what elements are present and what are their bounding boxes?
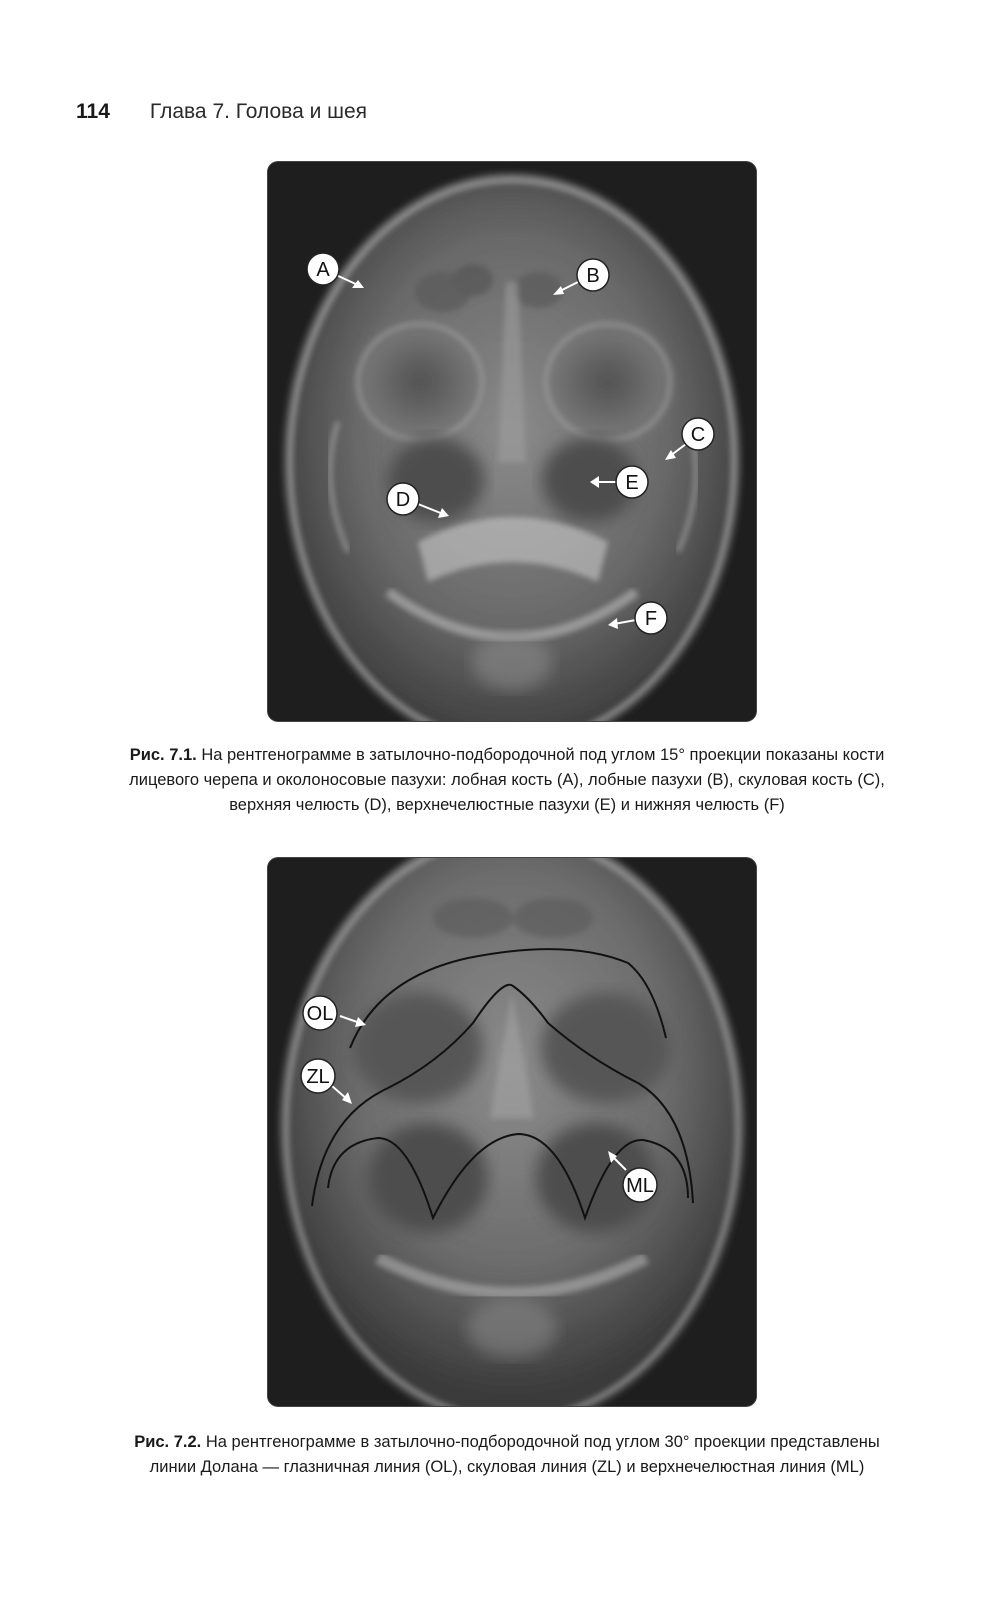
figure-1-xray [268,162,756,721]
svg-text:ZL: ZL [306,1066,330,1088]
figure-2-caption-text: На рентгенограмме в затылочно-подбородочной под углом 30° проекции представлены линии Долана — глазничная линия (OL), скуловая линия (ZL) и верхнечелюстная линия (ML) [149,1433,880,1476]
page-header [76,100,367,132]
svg-text:B: B [586,265,600,287]
svg-text:E: E [625,472,639,494]
svg-text:D: D [395,489,411,511]
figure-2-xray [268,858,756,1406]
figure-2-xray-image [268,858,756,1406]
svg-text:F: F [644,608,658,630]
svg-text:OL: OL [306,1003,334,1025]
svg-text:C: C [690,424,706,446]
figure-2-caption [112,1430,902,1480]
figure-1-caption [112,743,902,818]
figure-1-xray-image [268,162,756,721]
figure-1-caption-label: Рис. 7.1. [129,746,197,764]
figure-2-caption-label: Рис. 7.2. [134,1433,202,1451]
svg-text:A: A [316,259,330,281]
chapter-title: Глава 7. Голова и шея [149,100,368,123]
page-number: 114 [76,100,110,123]
svg-text:ML: ML [626,1175,654,1197]
figure-1-caption-text: На рентгенограмме в затылочно-подбородочной под углом 15° проекции показаны кости лицевого черепа и околоносовые пазухи: лобная кость (A), лобные пазухи (B), скуловая кость (C), верхняя челюсть (D), верхнечелюстные пазухи (E) и нижняя челюсть (F) [129,746,885,814]
